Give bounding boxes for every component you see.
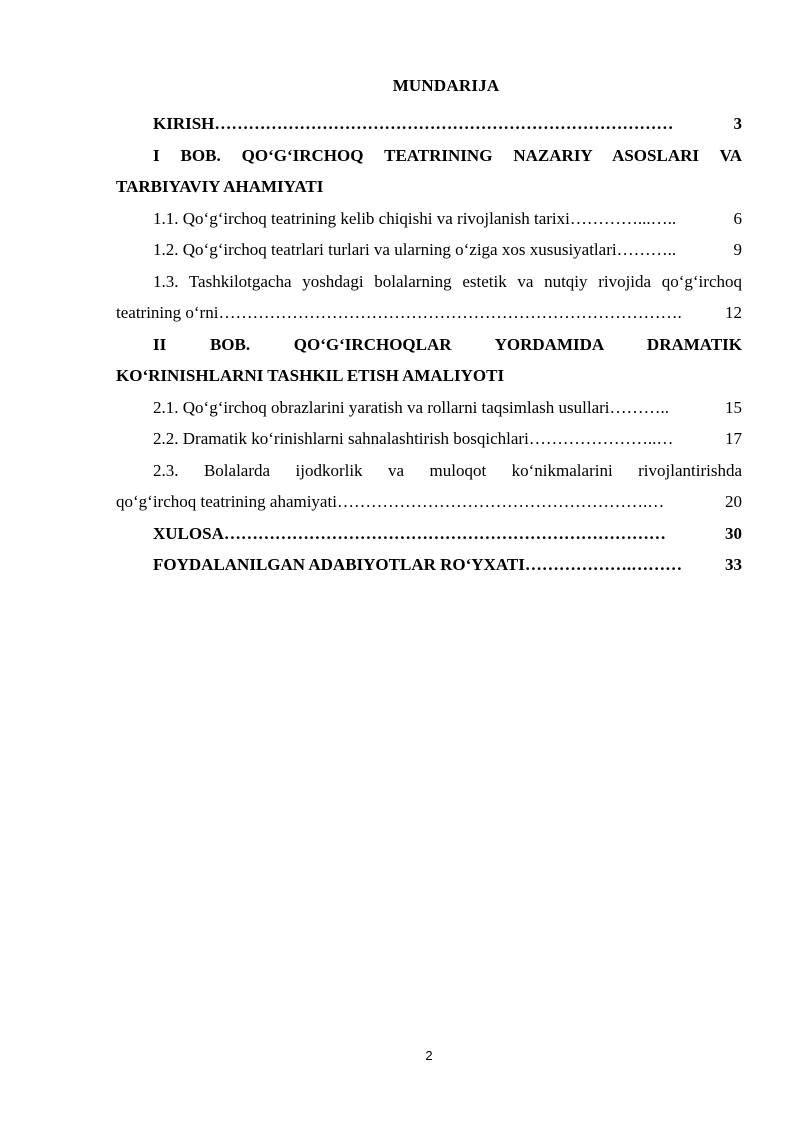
toc-entry-label-line1: 2.3. Bolalarda ijodkorlik va muloqot ko‘nikmalarini rivojlantirishda bbox=[153, 460, 742, 480]
toc-entry-label-line1: 1.3. Tashkilotgacha yoshdagi bolalarning estetik va nutqiy rivojida qo‘g‘irchoq bbox=[153, 271, 742, 291]
toc-leader-dots: ……………………………………………………………………… bbox=[214, 114, 674, 133]
toc-entry-references[interactable] bbox=[116, 549, 742, 581]
toc-entry-label-line2: qo‘g‘irchoq teatrining ahamiyati bbox=[116, 492, 337, 511]
toc-entry-label: 2.1. Qo‘g‘irchoq obrazlarini yaratish va rollarni taqsimlash usullari bbox=[153, 397, 610, 417]
toc-leader-dots: ………………………………………………………………………. bbox=[218, 303, 682, 322]
toc-entry-label: KIRISH bbox=[153, 114, 215, 133]
toc-chapter-heading-line1: I BOB. QO‘G‘IRCHOQ TEATRINING NAZARIY ASOSLARI VA bbox=[153, 145, 742, 165]
toc-entry-2-3[interactable] bbox=[116, 455, 742, 518]
toc-leader-dots: ……….. bbox=[616, 240, 677, 259]
toc-chapter-heading-line2: KO‘RINISHLARNI TASHKIL ETISH AMALIYOTI bbox=[116, 366, 505, 385]
toc-page-number: 6 bbox=[733, 208, 742, 228]
toc-entry-label: 2.2. Dramatik ko‘rinishlarni sahnalashtirish bosqichlari bbox=[153, 429, 529, 448]
toc-entry-2-2[interactable] bbox=[116, 423, 742, 455]
toc-entry-line2 bbox=[116, 486, 742, 518]
toc-leader-dots: ……….. bbox=[609, 397, 670, 417]
toc-chapter-heading-line2: TARBIYAVIY AHAMIYATI bbox=[116, 177, 324, 196]
toc-entry-kirish[interactable] bbox=[116, 108, 742, 140]
toc-page-number: 3 bbox=[733, 114, 742, 133]
toc-entry-1-3[interactable] bbox=[116, 266, 742, 329]
toc-leader-dots: ……………….……… bbox=[524, 555, 683, 574]
toc-page-number: 15 bbox=[725, 397, 742, 417]
toc-leader-dots: ……………………………………………….… bbox=[336, 492, 665, 511]
toc-page-number: 20 bbox=[725, 492, 742, 511]
toc-entry-2-1[interactable] bbox=[116, 392, 742, 424]
toc-page-number: 9 bbox=[733, 240, 742, 259]
toc-chapter-heading-line1: II BOB. QO‘G‘IRCHOQLAR YORDAMIDA DRAMATIK bbox=[153, 334, 742, 354]
toc-page-number: 33 bbox=[725, 555, 742, 574]
toc-entry-chapter-1[interactable] bbox=[116, 140, 742, 203]
toc-page-number: 17 bbox=[725, 429, 742, 448]
table-of-contents bbox=[116, 108, 742, 581]
toc-entry-label-line2: teatrining o‘rni bbox=[116, 303, 219, 322]
toc-page-number: 12 bbox=[725, 303, 742, 322]
toc-entry-line2 bbox=[116, 297, 742, 329]
toc-entry-1-1[interactable] bbox=[116, 203, 742, 235]
toc-entry-chapter-2[interactable] bbox=[116, 329, 742, 392]
toc-title: MUNDARIJA bbox=[392, 76, 500, 95]
toc-page-number: 30 bbox=[725, 523, 742, 543]
toc-entry-label: FOYDALANILGAN ADABIYOTLAR RO‘YXATI bbox=[153, 555, 525, 574]
page-number: 2 bbox=[425, 1048, 433, 1063]
toc-leader-dots: …………………..… bbox=[528, 429, 674, 448]
toc-entry-1-2[interactable] bbox=[116, 234, 742, 266]
toc-entry-label: XULOSA bbox=[153, 523, 224, 543]
toc-entry-label: 1.2. Qo‘g‘irchoq teatrlari turlari va ularning o‘ziga xos xususiyatlari bbox=[153, 240, 617, 259]
toc-leader-dots: …………………………………………………………………… bbox=[223, 523, 666, 543]
toc-leader-dots: …………...….. bbox=[569, 208, 677, 228]
toc-entry-label: 1.1. Qo‘g‘irchoq teatrining kelib chiqishi va rivojlanish tarixi bbox=[153, 208, 570, 228]
toc-entry-xulosa[interactable] bbox=[116, 518, 742, 550]
